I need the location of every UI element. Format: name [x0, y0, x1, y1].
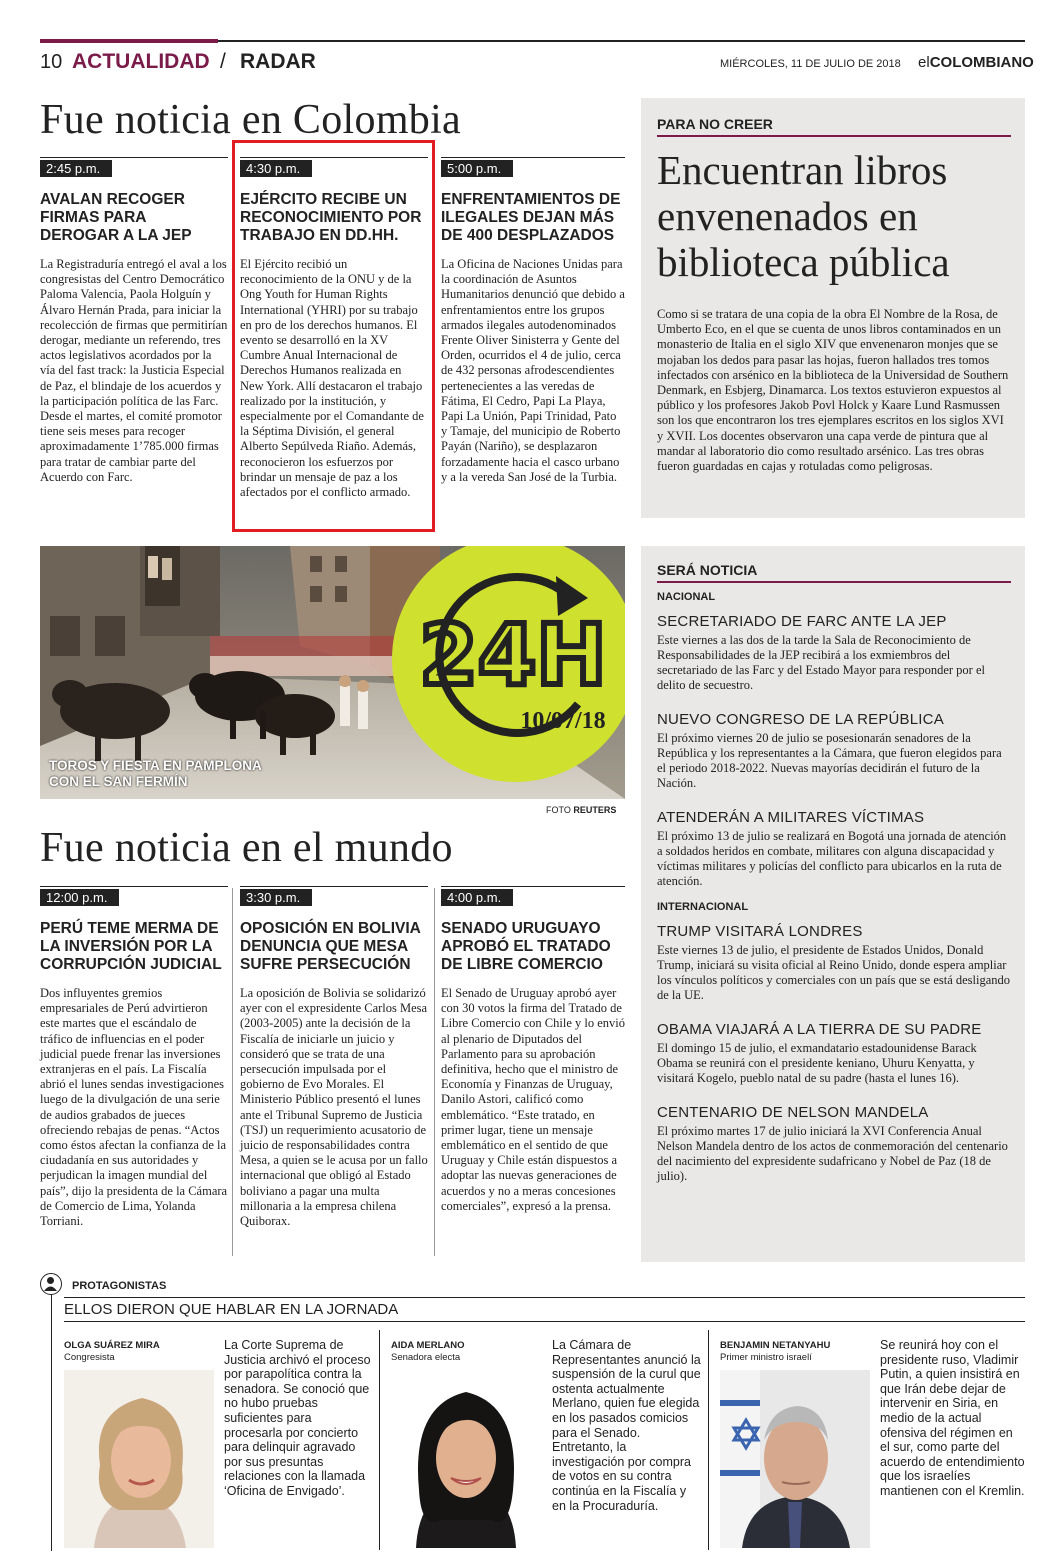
- portrait-netanyahu: [720, 1370, 870, 1548]
- credit-prefix: FOTO: [546, 805, 571, 815]
- section-name: ACTUALIDAD: [72, 50, 210, 73]
- nacional-headline-1: SECRETARIADO DE FARC ANTE LA JEP: [657, 613, 947, 630]
- internacional-body-2: El domingo 15 de julio, el exmandatario estadounidense Barack Obama se reunirá con el presidente keniano, Uhuru Kenyatta, y visitará Kogelo, pueblo natal de su padre (hasta el lunes 16).: [657, 1041, 977, 1085]
- time-badge: 5:00 p.m.: [441, 160, 513, 177]
- article-body: La Oficina de Naciones Unidas para la coordinación de Asuntos Humanitarios denunció que debido a enfrentamientos entre los grupos armados ilegales autodenominados Frente Oliver Sinisterra y Gente del Orden, ocurridos el 4 de julio, cerca de 432 personas afrodescendientes pertenecientes a las veredas de Fátima, El Cedro, Papi La Playa, Papi La Unión, Papi Trinidad, Pato y Tamaje, del municipio de Roberto Payán (Nariño), se desplazaron forzadamente hacia el casco urbano y a la vereda San José de la Turbia.: [441, 257, 625, 484]
- article-body: La Registraduría entregó el aval a los congresistas del Centro Democrático Paloma Valencia, Paola Holguín y Álvaro Hernán Prada, para iniciar la recolección de firmas que permitirían derogar, mediante un referendo, tres actos legislativos acordados por la vía del fast track: la Justicia Especial de Paz, el blindaje de los acuerdos y la participación política de las Farc. Desde el martes, el comité promotor tiene seis meses para recoger aproximadamente 1’785.000 firmas para tratar de cambiar parte del Acuerdo con Farc.: [40, 257, 228, 484]
- badge-24h: [388, 546, 625, 786]
- headline: OPOSICIÓN EN BOLIVIA DENUNCIA QUE MESA SUFRE PERSECUCIÓN: [240, 920, 421, 973]
- headline: ENFRENTAMIENTOS DE ILEGALES DEJAN MÁS DE 400 DESPLAZADOS: [441, 191, 621, 244]
- headline: EJÉRCITO RECIBE UN RECONOCIMIENTO POR TRABAJO EN DD.HH.: [240, 191, 422, 244]
- header-accent-rule: [40, 39, 218, 43]
- column-divider: [232, 888, 233, 1256]
- portrait-olga: [64, 1370, 214, 1548]
- pamplona-photo: [40, 546, 625, 799]
- time-bar: [40, 157, 228, 177]
- internacional-headline-1: TRUMP VISITARÁ LONDRES: [657, 923, 863, 940]
- person-name: OLGA SUÁREZ MIRA: [64, 1340, 160, 1351]
- person-role: Senadora electa: [391, 1352, 461, 1363]
- internacional-headline-2: OBAMA VIAJARÁ A LA TIERRA DE SU PADRE: [657, 1021, 982, 1038]
- time-bar: [240, 886, 428, 906]
- sera-noticia-panel: [641, 546, 1025, 1262]
- protagonistas-label: PROTAGONISTAS: [72, 1280, 167, 1292]
- para-no-creer-body: Como si se tratara de una copia de la obra El Nombre de la Rosa, de Umberto Eco, en el que se cuenta de unos libros contaminados en un monasterio de Italia en el siglo XIV que envenenaron monjes que se mojaban los dedos para pasar las hojas, fueron hallados tres tomos infectados con arsénico en la biblioteca de la Universidad de Southern Denmark, en Esbjerg, Dinamarca. Los textos estuvieron expuestos al público y los profesores Jakob Povl Holck y Kaare Lund Rasmussen son los que encontraron los tres ejemplares escritos en los siglos XVI y XVII. Los docentes observaron una capa verde de pintura que al mandar al laboratorio dio como resultado arsénico. Las tres obras fueron guardadas en cajas y rotuladas como peligrosas.: [657, 307, 1009, 474]
- section-slash: /: [220, 50, 226, 73]
- portrait-netanyahu-illustration: [720, 1370, 870, 1548]
- person-role: Primer ministro israelí: [720, 1352, 812, 1363]
- subsection-name: RADAR: [240, 50, 316, 73]
- mundo-item-1: [40, 886, 228, 1229]
- brand-logo: [918, 54, 1034, 71]
- internacional-label: INTERNACIONAL: [657, 901, 749, 913]
- portrait-aida: [391, 1370, 541, 1548]
- person-name: AIDA MERLANO: [391, 1340, 465, 1351]
- headline: AVALAN RECOGER FIRMAS PARA DEROGAR A LA JEP: [40, 191, 192, 244]
- protagonistas-subtitle: ELLOS DIERON QUE HABLAR EN LA JORNADA: [64, 1301, 399, 1318]
- nacional-body-2: El próximo viernes 20 de julio se posesionarán senadores de la República y los representantes a la Cámara, que fueron elegidos para el periodo 2018-2022. Nuevas mayorías decidirán el futuro de la Nación.: [657, 731, 1002, 790]
- para-no-creer-label: PARA NO CREER: [657, 116, 1011, 137]
- column-divider: [708, 1330, 709, 1550]
- internacional-headline-3: CENTENARIO DE NELSON MANDELA: [657, 1104, 929, 1121]
- nacional-headline-2: NUEVO CONGRESO DE LA REPÚBLICA: [657, 711, 944, 728]
- page-header: [40, 50, 1034, 76]
- headline: PERÚ TEME MERMA DE LA INVERSIÓN POR LA CORRUPCIÓN JUDICIAL: [40, 920, 222, 973]
- article-body: Dos influyentes gremios empresariales de Perú advirtieron este martes que el escándalo de tráfico de influencias en el poder judicial puede frenar las inversiones extranjeras en el país. La Fiscalía abrió el lunes sendas investigaciones luego de la divulgación de una serie de audios grabados de jueces ofreciendo rebajas de penas. “Actos como éstos afectan la confianza de la ciudadanía en sus autoridades y perjudican la imagen mundial del país”, dijo la presidenta de la Cámara de Comercio de Lima, Yolanda Torriani.: [40, 986, 228, 1229]
- time-bar: [441, 157, 625, 177]
- sera-noticia-label: SERÁ NOTICIA: [657, 562, 1011, 583]
- time-badge: 4:00 p.m.: [441, 889, 513, 906]
- para-no-creer-panel: [641, 98, 1025, 518]
- person-glyph: [41, 1274, 60, 1293]
- nacional-body-1: Este viernes a las dos de la tarde la Sala de Reconocimiento de Responsabilidades de la JEP recibirá a los exmiembros del secretariado de las Farc y del Estado Mayor para responder por el delito de secuestro.: [657, 633, 985, 692]
- person-role: Congresista: [64, 1352, 115, 1363]
- protagonistas-rule-2: [64, 1321, 1025, 1322]
- headline: SENADO URUGUAYO APROBÓ EL TRATADO DE LIBRE COMERCIO: [441, 920, 611, 973]
- badge-24h-text: 24H: [419, 606, 607, 704]
- colombia-section-title: Fue noticia en Colombia: [40, 97, 461, 143]
- protagonistas-vertical-rule: [51, 1295, 52, 1551]
- time-badge: 3:30 p.m.: [240, 889, 312, 906]
- article-body: El Senado de Uruguay aprobó ayer con 30 votos la firma del Tratado de Libre Comercio con Chile y lo envió al plenario de Diputados del Parlamento para su aprobación definitiva, hecho que el ministro de Economía y Finanzas de Uruguay, Danilo Astori, calificó como emblemático. “Este tratado, en primer lugar, tiene un mensaje emblemático en el sentido de que Uruguay y Chile están dispuestos a adoptar las nuevas generaciones de acuerdos y no a meras concesiones comerciales”, expresó a la prensa.: [441, 986, 625, 1213]
- issue-date: MIÉRCOLES, 11 DE JULIO DE 2018: [720, 58, 901, 70]
- page-number: 10: [40, 51, 63, 73]
- photo-caption: [49, 758, 262, 790]
- caption-line-1: TOROS Y FIESTA EN PAMPLONA: [49, 758, 262, 773]
- caption-line-2: CON EL SAN FERMÍN: [49, 774, 188, 789]
- column-divider: [434, 888, 435, 1256]
- mundo-item-2: [240, 886, 428, 1229]
- portrait-olga-illustration: [64, 1370, 214, 1548]
- portrait-aida-illustration: [391, 1370, 541, 1548]
- colombia-item-3: [441, 157, 625, 485]
- time-badge: 2:45 p.m.: [40, 160, 112, 177]
- person-name: BENJAMIN NETANYAHU: [720, 1340, 831, 1351]
- brand-prefix: el: [918, 54, 930, 71]
- internacional-body-3: El próximo martes 17 de julio iniciará la XVI Conferencia Anual Nelson Mandela dentro de los actos de conmemoración del centenario del nacimiento del expresidente sudafricano y Nobel de Paz (18 de julio).: [657, 1124, 1008, 1183]
- credit-source: REUTERS: [573, 805, 617, 815]
- para-no-creer-title: Encuentran libros envenenados en biblioteca pública: [657, 147, 950, 285]
- protagonistas-rule: [64, 1297, 1025, 1298]
- column-divider: [379, 1330, 380, 1550]
- person-text: La Corte Suprema de Justicia archivó el proceso por parapolítica contra la senadora. Se conoció que no hubo pruebas suficientes para procesarla por concierto para delinquir agravado por sus presuntas relaciones con la llamada ‘Oficina de Envigado’.: [224, 1338, 371, 1498]
- nacional-headline-3: ATENDERÁN A MILITARES VÍCTIMAS: [657, 809, 925, 826]
- nacional-body-3: El próximo 13 de julio se realizará en Bogotá una jornada de atención a soldados heridos en combate, militares con alguna discapacidad y víctimas militares y policías del conflicto para ubicarlos en la ruta de atención.: [657, 829, 1007, 888]
- mundo-section-title: Fue noticia en el mundo: [40, 825, 453, 871]
- photo-credit: [546, 805, 616, 815]
- highlight-box: [232, 140, 435, 532]
- brand-name: COLOMBIANO: [929, 54, 1034, 71]
- person-text: Se reunirá hoy con el presidente ruso, Vladimir Putin, a quien insistirá en que Irán debe dejar de intervenir en Siria, en medio de la actual ofensiva del régimen en el sur, como parte del acuerdo de entendimiento que los israelíes mantienen con el Kremlin.: [880, 1338, 1025, 1498]
- internacional-body-1: Este viernes 13 de julio, el presidente de Estados Unidos, Donald Trump, iniciará su visita oficial al Reino Unido, donde espera ampliar los vínculos políticos y comerciales con un país que se está desligando de la UE.: [657, 943, 1011, 1002]
- nacional-label: NACIONAL: [657, 591, 716, 603]
- article-body: El Ejército recibió un reconocimiento de la ONU y de la Ong Youth for Human Rights International (YHRI) por su trabajo en pro de los derechos humanos. El evento se desarrolló en la XV Cumbre Anual Internacional de Derechos Humanos realizada en New York. Allí destacaron el trabajo realizado por la institución, y especialmente por el Comandante de la Séptima División, el general Alberto Sepúlveda Riaño. Además, reconocieron los esfuerzos por brindar un mensaje de paz a los afectados por el conflicto armado.: [240, 257, 424, 500]
- article-body: La oposición de Bolivia se solidarizó ayer con el expresidente Carlos Mesa (2003-2005) ante la decisión de la Fiscalía de iniciarle un juicio y consideró que se trata de una persecución impulsada por el gobierno de Evo Morales. El Ministerio Público presentó el lunes ante el Tribunal Supremo de Justicia (TSJ) un requerimiento acusatorio de juicio de responsabilidades contra Mesa, a quien se le acusa por un fallo internacional que obligó al Estado boliviano a pagar una multa millonaria a la empresa chilena Quiborax.: [240, 986, 428, 1229]
- mundo-item-3: [441, 886, 625, 1214]
- time-bar: [441, 886, 625, 906]
- colombia-item-1: [40, 157, 228, 485]
- person-text: La Cámara de Representantes anunció la suspensión de la curul que ostenta actualmente Merlano, quien fue elegida en los pasados comicios para el Senado. Entretanto, la investigación por compra de votos en su contra continúa en la Fiscalía y en la Procuraduría.: [552, 1338, 701, 1513]
- badge-date: 10/07/18: [520, 708, 606, 734]
- time-badge: 12:00 p.m.: [40, 889, 119, 906]
- time-badge: 4:30 p.m.: [240, 160, 312, 177]
- time-bar: [40, 886, 228, 906]
- person-icon: [40, 1273, 62, 1295]
